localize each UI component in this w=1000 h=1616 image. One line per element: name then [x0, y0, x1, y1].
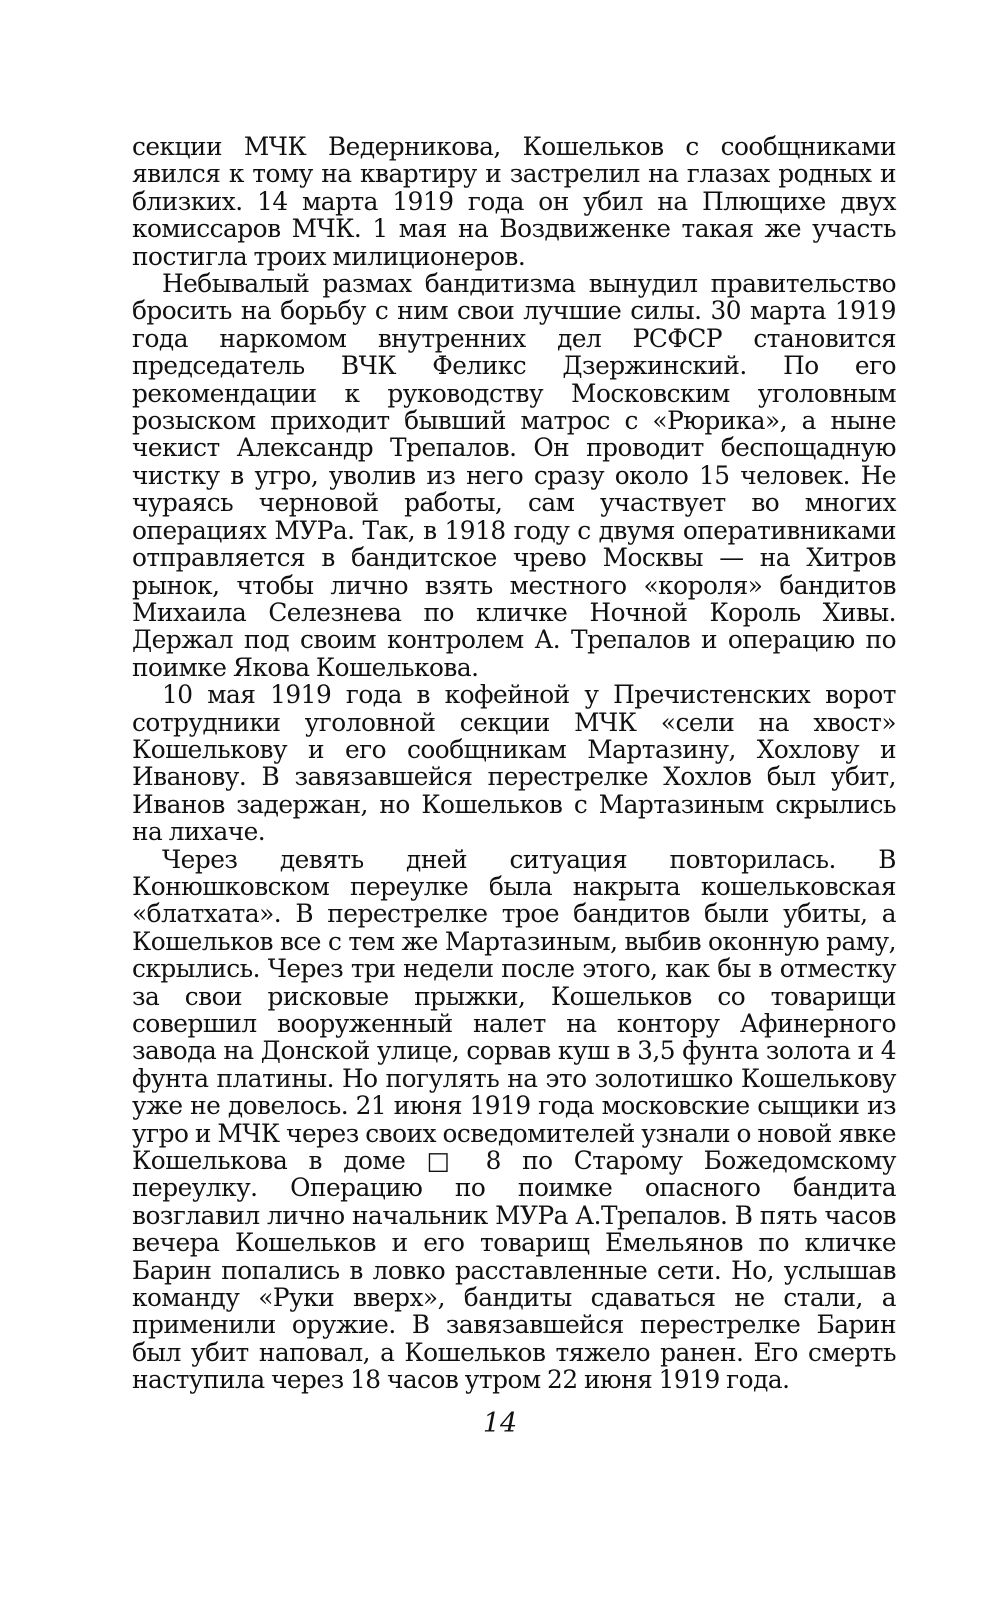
paragraph-1: секции МЧК Ведерникова, Кошельков с сообщниками явился к тому на квартиру и застрелил на глазах родных и близких. 14 марта 1919 года он убил на Плющихе двух комиссаров МЧК. 1 мая на Воздвиженке такая же участь постигла троих милиционеров. [132, 132, 896, 271]
page-number: 14 [482, 1408, 518, 1439]
body-text [132, 133, 896, 1394]
paragraph-3: 10 мая 1919 года в кофейной у Пречистенских ворот сотрудники уголовной секции МЧК «сели на хвост» Кошелькову и его сообщникам Мартазину, Хохлову и Иванову. В завязавшейся перестрелке Хохлов был убит, Иванов задержан, но Кошельков с Мартазиным скрылись на лихаче. [132, 680, 896, 847]
paragraph-2: Небывалый размах бандитизма вынудил правительство бросить на борьбу с ним свои лучшие силы. 30 марта 1919 года наркомом внутренних дел РСФСР становится председатель ВЧК Феликс Дзержинский. По его рекомендации к руководству Московским уголовным розыском приходит бывший матрос с «Рюрика», а ныне чекист Александр Трепалов. Он проводит беспощадную чистку в угро, уволив из него сразу около 15 человек. Не чураясь черновой работы, сам участвует во многих операциях МУРа. Так, в 1918 году с двумя оперативниками отправляется в бандитское чрево Москвы — на Хитров рынок, чтобы лично взять местного «короля» бандитов Михаила Селезнева по кличке Ночной Король Хивы. Держал под своим контролем А. Трепалов и операцию по поимке Якова Кошелькова. [132, 269, 896, 682]
paragraph-4: Через девять дней ситуация повторилась. В Конюшковском переулке была накрыта кошельковская «блатхата». В перестрелке трое бандитов были убиты, а Кошельков все с тем же Мартазиным, выбив оконную раму, скрылись. Через три недели после этого, как бы в отместку за свои рисковые прыжки, Кошельков со товарищи совершил вооруженный налет на контору Афинерного завода на Донской улице, сорвав куш в 3,5 фунта золота и 4 фунта платины. Но погулять на это золотишко Кошелькову уже не довелось. 21 июня 1919 года московские сыщики из угро и МЧК через своих осведомителей узнали о новой явке Кошелькова в доме □ 8 по Старому Божедомскому переулку. Операцию по поимке опасного бандита возглавил лично начальник МУРа А.Трепалов. В пять часов вечера Кошельков и его товарищ Емельянов по кличке Барин попались в ловко расставленные сети. Но, услышав команду «Руки вверх», бандиты сдаваться не стали, а применили оружие. В завязавшейся перестрелке Барин был убит наповал, а Кошельков тяжело ранен. Его смерть наступила через 18 часов утром 22 июня 1919 года. [132, 844, 896, 1395]
